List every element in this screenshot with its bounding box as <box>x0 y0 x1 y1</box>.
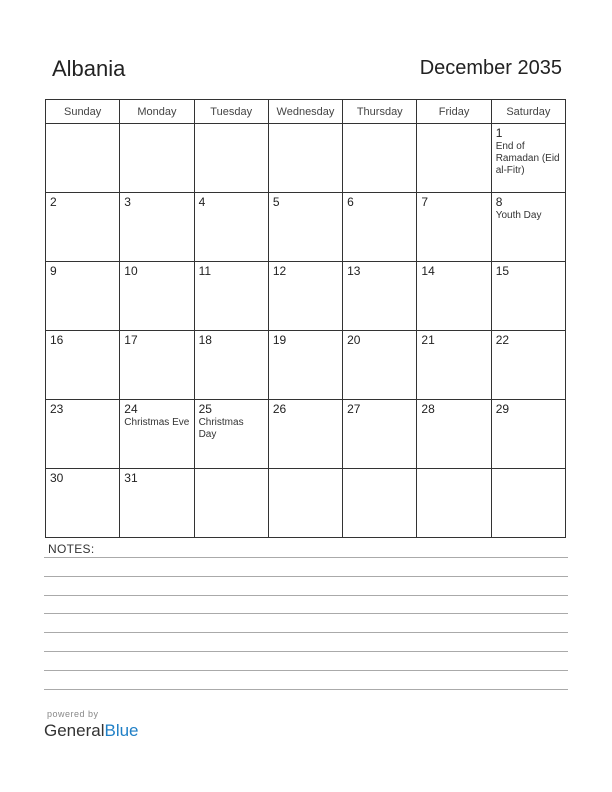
country-title: Albania <box>52 56 126 81</box>
day-cell <box>120 193 194 262</box>
note-line <box>44 613 568 614</box>
day-number: 15 <box>495 264 510 278</box>
day-number: 7 <box>421 195 429 209</box>
holiday-label: End of Ramadan (Eid al-Fitr) <box>495 141 560 176</box>
day-cell <box>417 469 491 538</box>
day-cell <box>491 262 565 331</box>
week-row <box>46 124 566 193</box>
note-line <box>44 632 568 633</box>
day-cell <box>491 331 565 400</box>
week-row <box>46 400 566 469</box>
day-cell <box>343 331 417 400</box>
day-cell <box>268 331 342 400</box>
month-title: December 2035 <box>419 57 562 79</box>
day-cell <box>194 469 268 538</box>
weekday-wednesday: Wednesday <box>268 100 342 124</box>
holiday-label: Christmas Day <box>198 417 244 440</box>
day-number: 16 <box>50 333 64 347</box>
day-cell <box>120 469 194 538</box>
day-number: 10 <box>124 264 138 278</box>
weekday-tuesday: Tuesday <box>194 100 268 124</box>
day-number: 8 <box>495 195 503 209</box>
day-cell <box>343 469 417 538</box>
day-cell <box>194 193 268 262</box>
day-cell <box>343 124 417 193</box>
day-cell <box>343 193 417 262</box>
day-number: 11 <box>198 264 212 278</box>
notes-label: NOTES: <box>48 542 95 556</box>
holiday-label: Christmas Eve <box>124 417 190 428</box>
weekday-sunday: Sunday <box>46 100 120 124</box>
day-number: 26 <box>272 402 287 416</box>
note-line <box>44 576 568 577</box>
day-number: 19 <box>272 333 287 347</box>
week-row <box>46 469 566 538</box>
generalblue-logo[interactable] <box>44 721 139 741</box>
day-cell <box>46 469 120 538</box>
day-cell <box>491 400 565 469</box>
day-number: 14 <box>421 264 435 278</box>
day-cell <box>120 331 194 400</box>
day-number: 29 <box>495 402 510 416</box>
day-number: 9 <box>50 264 57 278</box>
weekday-monday: Monday <box>120 100 194 124</box>
day-number: 4 <box>198 195 206 209</box>
day-number: 30 <box>50 471 64 485</box>
day-cell <box>120 262 194 331</box>
day-cell <box>120 400 194 469</box>
day-number: 5 <box>272 195 280 209</box>
weekday-header-row <box>46 100 566 124</box>
day-cell <box>491 193 565 262</box>
day-cell <box>268 262 342 331</box>
day-number: 21 <box>421 333 435 347</box>
day-cell <box>268 469 342 538</box>
note-line <box>44 670 568 671</box>
holiday-label: Youth Day <box>495 210 542 221</box>
brand-blue: Blue <box>104 721 139 740</box>
day-cell <box>343 262 417 331</box>
day-cell <box>194 262 268 331</box>
day-number: 28 <box>421 402 435 416</box>
day-cell <box>268 193 342 262</box>
day-number: 2 <box>50 195 57 209</box>
note-line <box>44 651 568 652</box>
day-cell <box>491 469 565 538</box>
day-cell <box>46 400 120 469</box>
day-cell <box>417 331 491 400</box>
day-number: 27 <box>347 402 361 416</box>
day-cell <box>343 400 417 469</box>
day-number: 23 <box>50 402 64 416</box>
day-cell <box>417 262 491 331</box>
day-number: 1 <box>495 126 503 140</box>
day-number: 12 <box>272 264 287 278</box>
day-number: 20 <box>347 333 361 347</box>
week-row <box>46 262 566 331</box>
day-number: 3 <box>124 195 131 209</box>
note-line <box>44 557 568 558</box>
day-cell <box>491 124 565 193</box>
day-number: 24 <box>124 402 138 416</box>
day-cell <box>46 331 120 400</box>
day-number: 13 <box>347 264 361 278</box>
weekday-friday: Friday <box>417 100 491 124</box>
day-cell <box>417 193 491 262</box>
weekday-thursday: Thursday <box>343 100 417 124</box>
powered-by-text: powered by <box>47 709 99 719</box>
day-number: 18 <box>198 333 212 347</box>
day-cell <box>268 400 342 469</box>
day-number: 31 <box>124 471 138 485</box>
day-number: 6 <box>347 195 354 209</box>
calendar-grid <box>45 99 566 538</box>
day-cell <box>194 124 268 193</box>
week-row <box>46 331 566 400</box>
day-cell <box>120 124 194 193</box>
day-cell <box>46 124 120 193</box>
note-line <box>44 595 568 596</box>
day-cell <box>46 193 120 262</box>
day-number: 22 <box>495 333 510 347</box>
weekday-saturday: Saturday <box>491 100 565 124</box>
day-number: 25 <box>198 402 212 416</box>
day-number: 17 <box>124 333 138 347</box>
day-cell <box>417 400 491 469</box>
day-cell <box>194 400 268 469</box>
day-cell <box>417 124 491 193</box>
note-line <box>44 689 568 690</box>
brand-general: General <box>44 721 105 740</box>
day-cell <box>268 124 342 193</box>
day-cell <box>194 331 268 400</box>
week-row <box>46 193 566 262</box>
day-cell <box>46 262 120 331</box>
